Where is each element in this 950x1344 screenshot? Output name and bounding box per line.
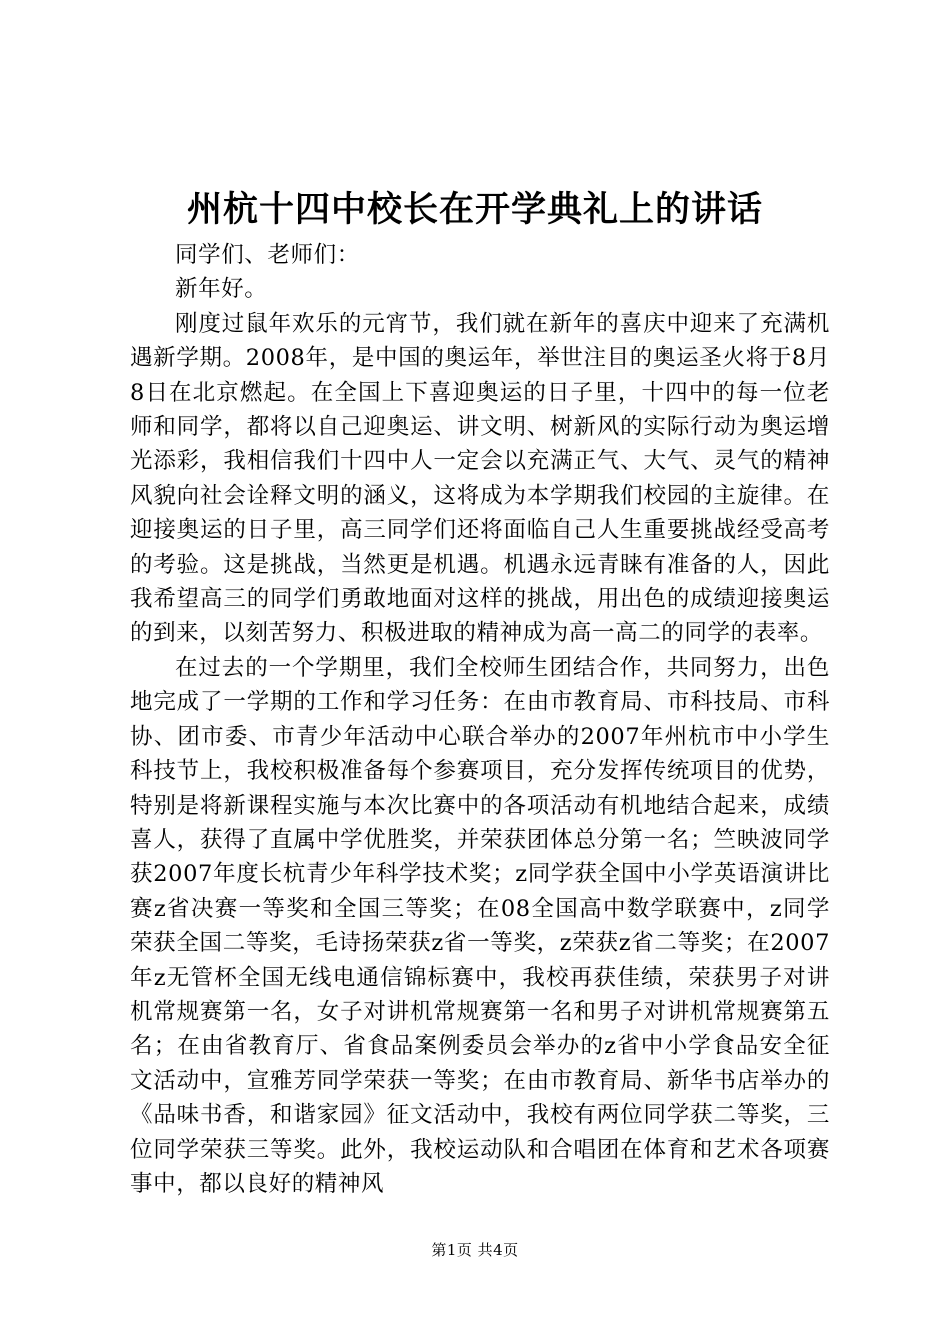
document-body <box>130 238 830 1201</box>
page-footer: 第1页 共4页 <box>431 1241 519 1259</box>
body-paragraph: 在过去的一个学期里，我们全校师生团结合作，共同努力，出色地完成了一学期的工作和学习任务：在由市教育局、市科技局、市科协、团市委、市青少年活动中心联合举办的2007年州杭市中小学生科技节上，我校积极准备每个参赛项目，充分发挥传统项目的优势，特别是将新课程实施与本次比赛中的各项活动有机地结合起来，成绩喜人，获得了直属中学优胜奖，并荣获团体总分第一名；竺映波同学获2007年度长杭青少年科学技术奖；z同学获全国中小学英语演讲比赛z省决赛一等奖和全国三等奖；在08全国高中数学联赛中，z同学荣获全国二等奖，毛诗扬荣获z省一等奖，z荣获z省二等奖；在2007年z无管杯全国无线电通信锦标赛中，我校再获佳绩，荣获男子对讲机常规赛第一名，女子对讲机常规赛第一名和男子对讲机常规赛第五名；在由省教育厅、省食品案例委员会举办的z省中小学食品安全征文活动中，宣雅芳同学荣获一等奖；在由市教育局、新华书店举办的《品味书香，和谐家园》征文活动中，我校有两位同学获二等奖，三位同学荣获三等奖。此外，我校运动队和合唱团在体育和艺术各项赛事中，都以良好的精神风 <box>130 654 830 1197</box>
document-title: 州杭十四中校长在开学典礼上的讲话 <box>186 189 763 230</box>
salutation-paragraph: 同学们、老师们： <box>175 242 360 268</box>
body-paragraph: 刚度过鼠年欢乐的元宵节，我们就在新年的喜庆中迎来了充满机遇新学期。2008年，是中国的奥运年，举世注目的奥运圣火将于8月8日在北京燃起。在全国上下喜迎奥运的日子里，十四中的每一位老师和同学，都将以自己迎奥运、讲文明、树新风的实际行动为奥运增光添彩，我相信我们十四中人一定会以充满正气、大气、灵气的精神风貌向社会诠释文明的涵义，这将成为本学期我们校园的主旋律。在迎接奥运的日子里，高三同学们还将面临自己人生重要挑战经受高考的考验。这是挑战，当然更是机遇。机遇永远青睐有准备的人，因此我希望高三的同学们勇敢地面对这样的挑战，用出色的成绩迎接奥运的到来，以刻苦努力、积极进取的精神成为高一高二的同学的表率。 <box>130 310 830 647</box>
greeting-paragraph: 新年好。 <box>175 276 268 303</box>
